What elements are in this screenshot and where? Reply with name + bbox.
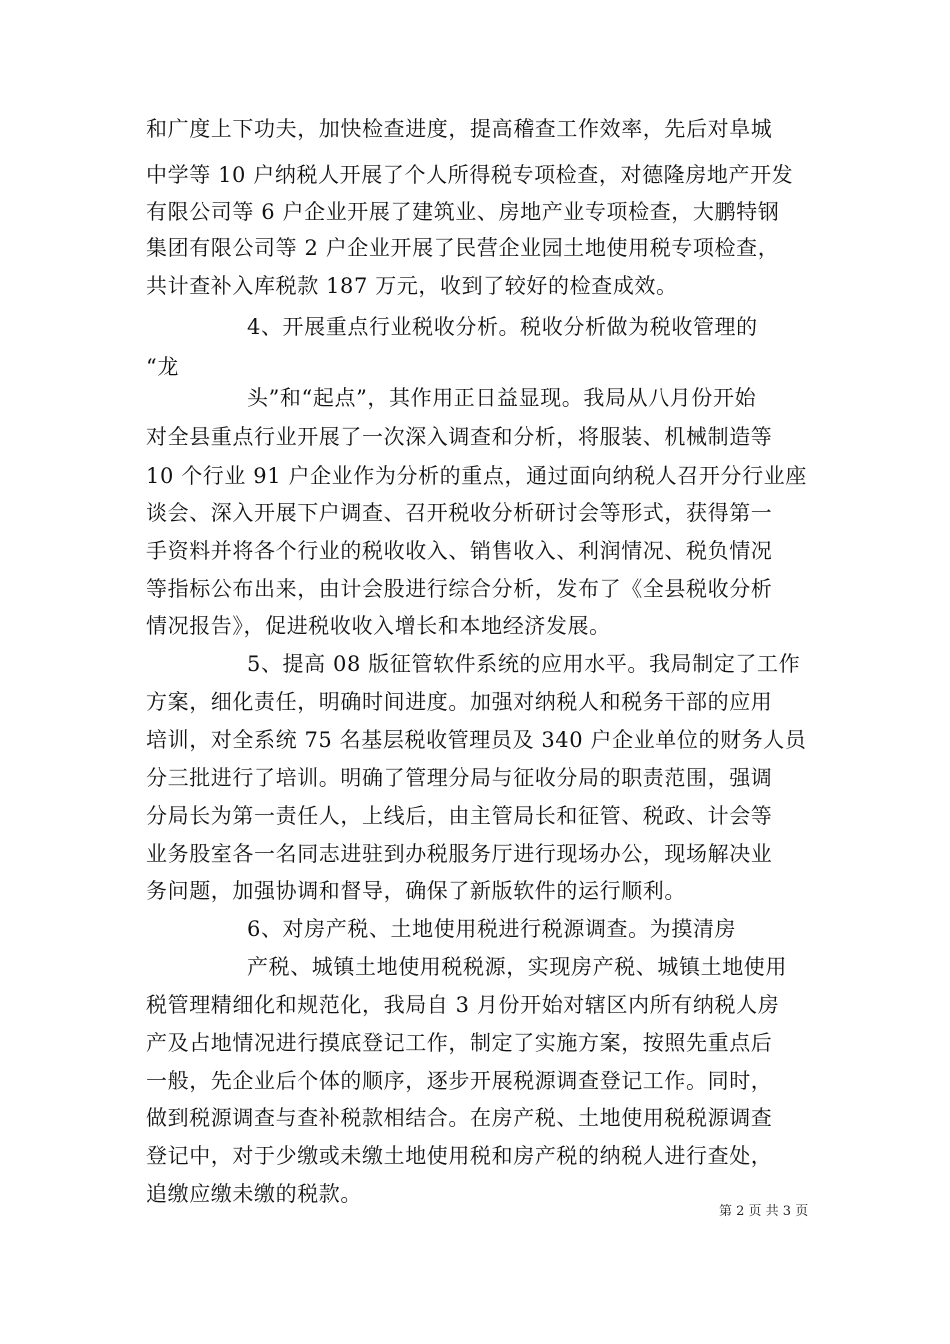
page-number-footer: 第 2 页 共 3 页 xyxy=(719,1204,809,1219)
text-line: 方案，细化责任，明确时间进度。加强对纳税人和税务干部的应用 xyxy=(146,690,773,714)
text-line: 业务股室各一名同志进驻到办税服务厅进行现场办公，现场解决业 xyxy=(146,842,773,866)
text-line: 等指标公布出来，由计会股进行综合分析，发布了《全县税收分析 xyxy=(146,577,773,601)
text-line: 谈会、深入开展下户调查、召开税收分析研讨会等形式，获得第一 xyxy=(146,501,773,525)
text-line: 分局长为第一责任人，上线后，由主管局长和征管、税政、计会等 xyxy=(146,804,773,828)
text-line: 务问题，加强协调和督导，确保了新版软件的运行顺利。 xyxy=(146,879,686,903)
text-line: 情况报告》，促进税收收入增长和本地经济发展。 xyxy=(146,614,611,638)
text-line: 追缴应缴未缴的税款。 xyxy=(146,1182,362,1206)
text-line: 有限公司等 6 户企业开展了建筑业、房地产业专项检查，大鹏特钢 xyxy=(146,200,780,224)
text-line: 对全县重点行业开展了一次深入调查和分析，将服装、机械制造等 xyxy=(146,425,773,449)
text-line: 产税、城镇土地使用税税源，实现房产税、城镇土地使用 xyxy=(247,955,787,979)
text-line: 一般，先企业后个体的顺序，逐步开展税源调查登记工作。同时， xyxy=(146,1069,773,1093)
paragraph-heading-5: 5、提高 08 版征管软件系统的应用水平。我局制定了工作 xyxy=(247,652,801,676)
text-line: 集团有限公司等 2 户企业开展了民营企业园土地使用税专项检查， xyxy=(146,236,780,260)
text-line: 手资料并将各个行业的税收收入、销售收入、利润情况、税负情况 xyxy=(146,539,773,563)
text-line: 税管理精细化和规范化，我局自 3 月份开始对辖区内所有纳税人房 xyxy=(146,993,780,1017)
text-line: 和广度上下功夫，加快检查进度，提高稽查工作效率，先后对阜城 xyxy=(146,117,773,141)
text-line: 共计查补入库税款 187 万元，收到了较好的检查成效。 xyxy=(146,274,678,298)
text-line: 10 个行业 91 户企业作为分析的重点，通过面向纳税人召开分行业座 xyxy=(146,464,807,488)
paragraph-heading-4: 4、开展重点行业税收分析。税收分析做为税收管理的 xyxy=(247,315,758,339)
text-line: 做到税源调查与查补税款相结合。在房产税、土地使用税税源调查 xyxy=(146,1106,773,1130)
text-line: 登记中，对于少缴或未缴土地使用税和房产税的纳税人进行查处， xyxy=(146,1144,773,1168)
paragraph-heading-6: 6、对房产税、土地使用税进行税源调查。为摸清房 xyxy=(247,917,737,941)
text-line: 培训，对全系统 75 名基层税收管理员及 340 户企业单位的财务人员 xyxy=(146,728,807,752)
text-line: 分三批进行了培训。明确了管理分局与征收分局的职责范围，强调 xyxy=(146,766,773,790)
text-line: 头”和“起点”，其作用正日益显现。我局从八月份开始 xyxy=(247,386,757,410)
text-line: “龙 xyxy=(146,355,179,379)
text-line: 产及占地情况进行摸底登记工作，制定了实施方案，按照先重点后 xyxy=(146,1031,773,1055)
text-line: 中学等 10 户纳税人开展了个人所得税专项检查，对德隆房地产开发 xyxy=(146,163,794,187)
